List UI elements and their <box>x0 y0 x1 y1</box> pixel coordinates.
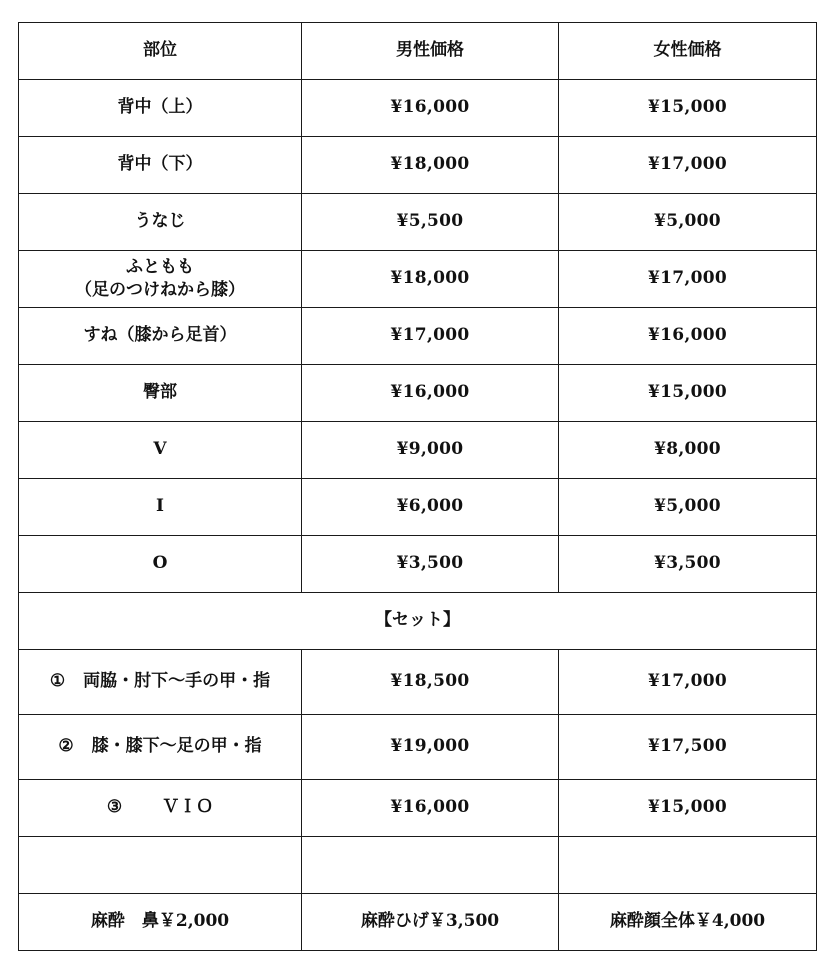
female-price-cell: ¥17,000 <box>559 251 817 308</box>
female-price-cell: ¥17,000 <box>559 650 817 715</box>
female-price-cell: ¥5,000 <box>559 194 817 251</box>
female-price-cell: ¥8,000 <box>559 422 817 479</box>
table-row <box>19 194 817 251</box>
set-row <box>19 650 817 715</box>
female-price-cell: ¥3,500 <box>559 536 817 593</box>
set-number: ③ <box>106 797 123 818</box>
set-number: ① <box>49 671 66 692</box>
part-cell: 背中（下） <box>19 137 302 194</box>
set-section-row <box>19 593 817 650</box>
set-part-label: ＶＩＯ <box>162 797 214 818</box>
male-price-cell: ¥16,000 <box>302 780 559 837</box>
part-cell: O <box>19 536 302 593</box>
footer-row <box>19 894 817 951</box>
male-price-cell: ¥18,000 <box>302 251 559 308</box>
table-row <box>19 308 817 365</box>
male-price-cell: ¥3,500 <box>302 536 559 593</box>
male-price-cell: ¥9,000 <box>302 422 559 479</box>
header-male-price: 男性価格 <box>302 23 559 80</box>
set-part-label: 膝・膝下～足の甲・指 <box>91 736 262 757</box>
anesthesia-beard-cell: 麻酔ひげ￥3,500 <box>302 894 559 951</box>
header-row <box>19 23 817 80</box>
male-price-cell: ¥6,000 <box>302 479 559 536</box>
male-price-cell: ¥16,000 <box>302 80 559 137</box>
anesthesia-full-face-cell: 麻酔顔全体￥4,000 <box>559 894 817 951</box>
anesthesia-nose-cell: 麻酔 鼻￥2,000 <box>19 894 302 951</box>
part-cell <box>19 251 302 308</box>
female-price-cell: ¥15,000 <box>559 365 817 422</box>
price-table <box>18 22 817 951</box>
empty-cell <box>302 837 559 894</box>
set-section-label: 【セット】 <box>19 593 817 650</box>
part-line-1: ふともも <box>126 257 194 278</box>
male-price-cell: ¥16,000 <box>302 365 559 422</box>
table-row <box>19 422 817 479</box>
empty-cell <box>559 837 817 894</box>
set-row <box>19 715 817 780</box>
set-part-cell <box>19 715 302 780</box>
empty-row <box>19 837 817 894</box>
part-cell: うなじ <box>19 194 302 251</box>
female-price-cell: ¥5,000 <box>559 479 817 536</box>
table-row <box>19 479 817 536</box>
male-price-cell: ¥19,000 <box>302 715 559 780</box>
table-row <box>19 251 817 308</box>
part-cell: I <box>19 479 302 536</box>
part-cell: V <box>19 422 302 479</box>
male-price-cell: ¥18,000 <box>302 137 559 194</box>
part-cell: 臀部 <box>19 365 302 422</box>
table-row <box>19 536 817 593</box>
header-part: 部位 <box>19 23 302 80</box>
female-price-cell: ¥17,000 <box>559 137 817 194</box>
set-part-cell <box>19 650 302 715</box>
table-row <box>19 365 817 422</box>
set-number: ② <box>58 736 74 757</box>
male-price-cell: ¥18,500 <box>302 650 559 715</box>
part-cell: 背中（上） <box>19 80 302 137</box>
set-part-cell <box>19 780 302 837</box>
table-row <box>19 80 817 137</box>
table-row <box>19 137 817 194</box>
empty-cell <box>19 837 302 894</box>
male-price-cell: ¥5,500 <box>302 194 559 251</box>
male-price-cell: ¥17,000 <box>302 308 559 365</box>
female-price-cell: ¥15,000 <box>559 80 817 137</box>
part-line-2: （足のつけねから膝） <box>75 280 245 300</box>
female-price-cell: ¥16,000 <box>559 308 817 365</box>
part-cell: すね（膝から足首） <box>19 308 302 365</box>
header-female-price: 女性価格 <box>559 23 817 80</box>
set-row <box>19 780 817 837</box>
set-part-label: 両脇・肘下～手の甲・指 <box>83 671 271 692</box>
female-price-cell: ¥15,000 <box>559 780 817 837</box>
female-price-cell: ¥17,500 <box>559 715 817 780</box>
